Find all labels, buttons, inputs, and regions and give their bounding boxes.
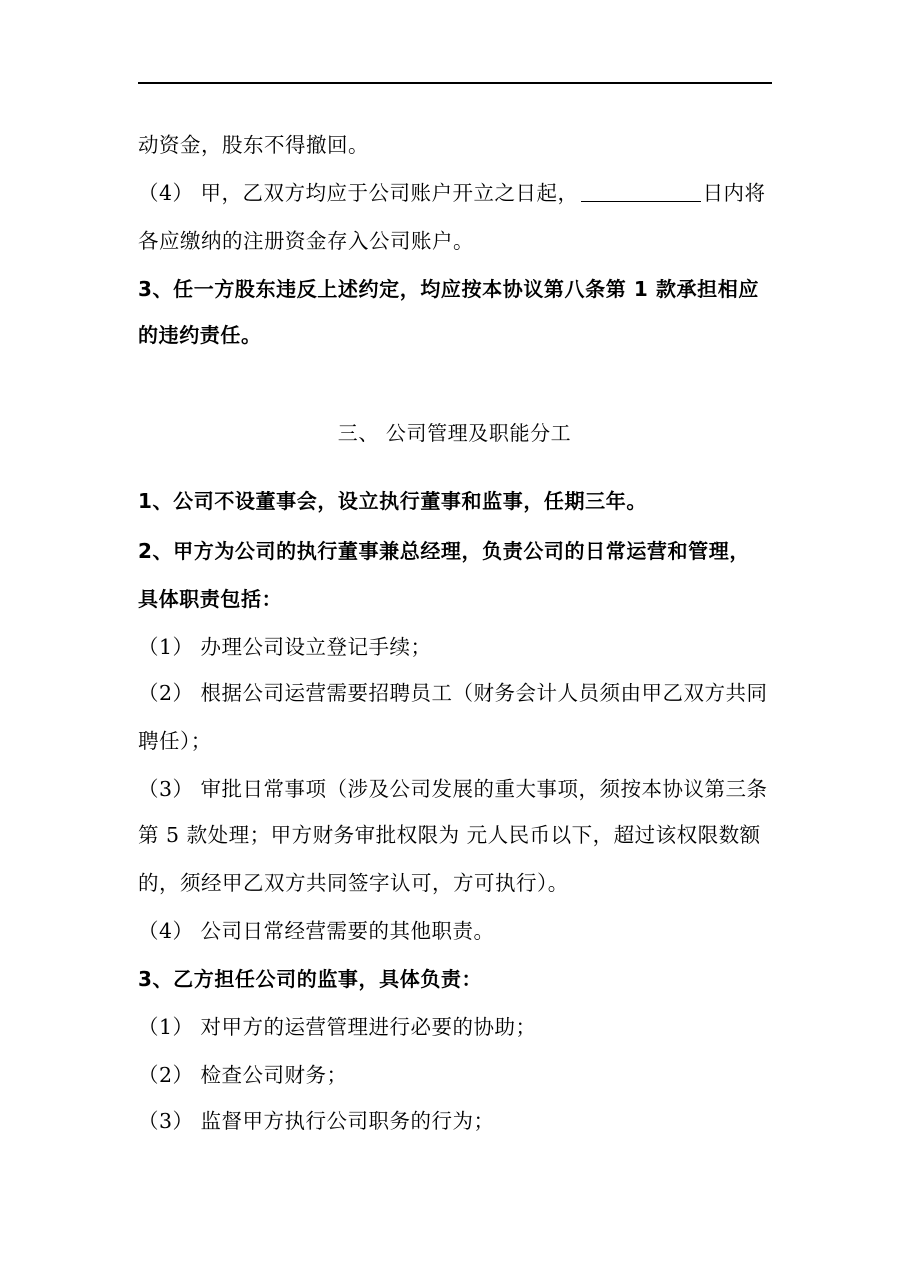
text-fragment: 日内将 [702,181,766,205]
list-item: （2） 检查公司财务； [138,1063,348,1087]
list-item: （2） 根据公司运营需要招聘员工（财务会计人员须由甲乙双方共同 [138,681,768,705]
bold-clause: 2、甲方为公司的执行董事兼总经理，负责公司的日常运营和管理， [138,539,750,563]
text-line: 各应缴纳的注册资金存入公司账户。 [138,229,474,253]
text-line: 的，须经甲乙双方共同签字认可，方可执行）。 [138,871,569,895]
section-heading: 三、 公司管理及职能分工 [337,421,572,445]
bold-clause: 3、任一方股东违反上述约定，均应按本协议第八条第 1 款承担相应 [138,277,759,301]
text-line-with-blank [138,180,778,206]
text-line: 聘任）； [138,729,212,753]
text-line: 动资金，股东不得撤回。 [138,133,369,157]
bold-clause: 3、乙方担任公司的监事，具体负责： [138,967,483,991]
list-item: （3） 审批日常事项（涉及公司发展的重大事项，须按本协议第三条 [138,777,768,801]
list-item: （4） 公司日常经营需要的其他职责。 [138,919,495,943]
fill-in-blank [581,181,701,202]
text-fragment: （4） 甲，乙双方均应于公司账户开立之日起， [138,181,579,205]
bold-clause: 具体职责包括： [138,587,283,611]
header-rule [138,82,772,84]
list-item: （1） 办理公司设立登记手续； [138,635,432,659]
list-item: （1） 对甲方的运营管理进行必要的协助； [138,1015,537,1039]
bold-clause: 1、公司不设董事会，设立执行董事和监事，任期三年。 [138,489,647,513]
bold-clause: 的违约责任。 [138,323,262,347]
text-line: 第 5 款处理；甲方财务审批权限为 元人民币以下，超过该权限数额 [138,823,761,847]
list-item: （3） 监督甲方执行公司职务的行为； [138,1109,495,1133]
